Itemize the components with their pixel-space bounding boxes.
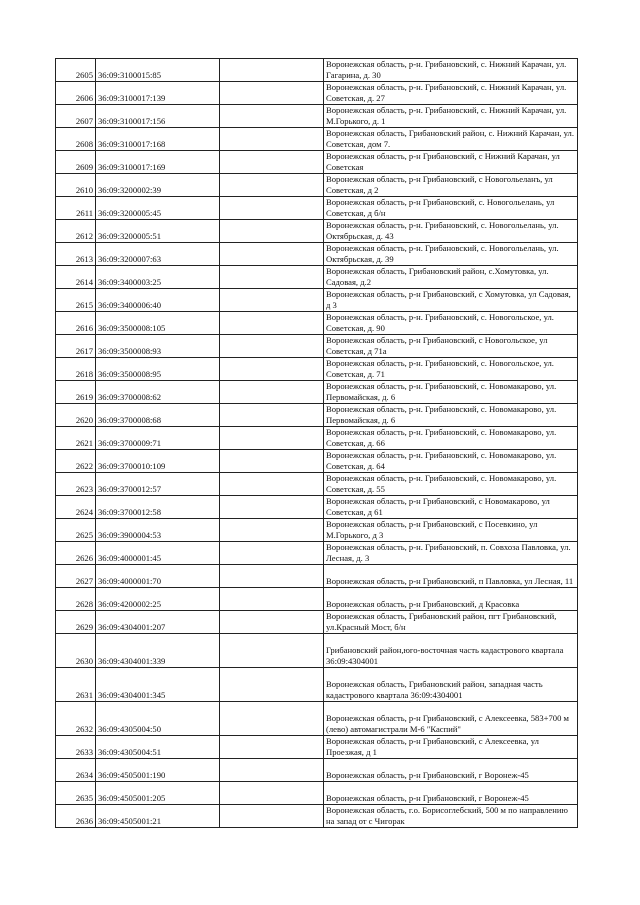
table-row	[56, 565, 578, 588]
empty-cell	[220, 358, 324, 381]
address-cell	[324, 782, 578, 805]
table-row	[56, 335, 578, 358]
address-text: Воронежская область, р-н Грибановский, с Алексеевка, ул Проезжая, д 1	[326, 736, 539, 757]
table-row	[56, 782, 578, 805]
row-number: 2630	[56, 634, 96, 668]
empty-cell	[220, 519, 324, 542]
property-registry-table	[55, 58, 578, 828]
address-text: Воронежская область, р-н. Грибановский, с. Новогольелань, ул. Октябрьская, д. 39	[326, 243, 559, 264]
address-cell	[324, 151, 578, 174]
row-number: 2618	[56, 358, 96, 381]
empty-cell	[220, 611, 324, 634]
address-text: Воронежская область, Грибановский район, западная часть кадастрового квартала 36:09:4304001	[326, 679, 543, 700]
table-row	[56, 519, 578, 542]
address-cell	[324, 805, 578, 828]
row-number: 2614	[56, 266, 96, 289]
address-cell	[324, 611, 578, 634]
table-row	[56, 312, 578, 335]
registry-table-body	[56, 59, 578, 828]
empty-cell	[220, 220, 324, 243]
cadastral-number: 36:09:3700012:57	[96, 473, 220, 496]
address-cell	[324, 174, 578, 197]
address-cell	[324, 289, 578, 312]
cadastral-number: 36:09:4505001:190	[96, 759, 220, 782]
address-text: Воронежская область, р-н Грибановский, с Хомутовка, ул Садовая, д 3	[326, 289, 571, 310]
cadastral-number: 36:09:4304001:207	[96, 611, 220, 634]
address-text: Воронежская область, Грибановский район, с.Хомутовка, ул. Садовая, д.2	[326, 266, 549, 287]
row-number: 2629	[56, 611, 96, 634]
address-text: Воронежская область, р-н. Грибановский, с. Новомакарово, ул. Первомайская, д. 6	[326, 381, 557, 402]
address-cell	[324, 736, 578, 759]
address-cell	[324, 404, 578, 427]
row-number: 2608	[56, 128, 96, 151]
address-cell	[324, 542, 578, 565]
row-number: 2606	[56, 82, 96, 105]
table-row	[56, 427, 578, 450]
row-number: 2612	[56, 220, 96, 243]
empty-cell	[220, 450, 324, 473]
cadastral-number: 36:09:4505001:21	[96, 805, 220, 828]
row-number: 2620	[56, 404, 96, 427]
cadastral-number: 36:09:3900004:53	[96, 519, 220, 542]
registry-page	[55, 58, 577, 828]
empty-cell	[220, 128, 324, 151]
table-row	[56, 82, 578, 105]
cadastral-number: 36:09:4000001:45	[96, 542, 220, 565]
address-text: Воронежская область, р-н Грибановский, г Воронеж-45	[326, 770, 529, 780]
row-number: 2636	[56, 805, 96, 828]
address-cell	[324, 759, 578, 782]
address-cell	[324, 197, 578, 220]
cadastral-number: 36:09:4200002:25	[96, 588, 220, 611]
cadastral-number: 36:09:3200005:45	[96, 197, 220, 220]
cadastral-number: 36:09:3700008:62	[96, 381, 220, 404]
table-row	[56, 358, 578, 381]
empty-cell	[220, 59, 324, 82]
table-row	[56, 450, 578, 473]
row-number: 2611	[56, 197, 96, 220]
table-row	[56, 668, 578, 702]
cadastral-number: 36:09:3200007:63	[96, 243, 220, 266]
cadastral-number: 36:09:4304001:345	[96, 668, 220, 702]
address-text: Воронежская область, Грибановский район, с. Нижний Карачан, ул. Советская, дом 7.	[326, 128, 574, 149]
address-cell	[324, 668, 578, 702]
cadastral-number: 36:09:4305004:51	[96, 736, 220, 759]
address-text: Воронежская область, р-н. Грибановский, с. Новогольское, ул. Советская, д. 90	[326, 312, 554, 333]
row-number: 2626	[56, 542, 96, 565]
table-row	[56, 542, 578, 565]
address-text: Воронежская область, р-н. Грибановский, с. Новомакарово, ул. Советская, д. 66	[326, 427, 557, 448]
cadastral-number: 36:09:3100017:168	[96, 128, 220, 151]
address-text: Воронежская область, р-н Грибановский, п Павловка, ул Лесная, 11	[326, 576, 574, 586]
row-number: 2623	[56, 473, 96, 496]
row-number: 2624	[56, 496, 96, 519]
address-text: Воронежская область, р-н Грибановский, г Воронеж-45	[326, 793, 529, 803]
address-text: Воронежская область, р-н Грибановский, с. Новогольелань, ул Советская, д б/н	[326, 197, 555, 218]
address-text: Воронежская область, р-н. Грибановский, с. Новогольское, ул. Советская, д. 71	[326, 358, 554, 379]
empty-cell	[220, 542, 324, 565]
row-number: 2627	[56, 565, 96, 588]
table-row	[56, 611, 578, 634]
table-row	[56, 289, 578, 312]
cadastral-number: 36:09:3500008:93	[96, 335, 220, 358]
cadastral-number: 36:09:4000001:70	[96, 565, 220, 588]
cadastral-number: 36:09:3700010:109	[96, 450, 220, 473]
row-number: 2613	[56, 243, 96, 266]
address-cell	[324, 565, 578, 588]
empty-cell	[220, 404, 324, 427]
address-text: Воронежская область, р-н Грибановский, с Посевкино, ул М.Горького, д 3	[326, 519, 538, 540]
cadastral-number: 36:09:3100017:169	[96, 151, 220, 174]
cadastral-number: 36:09:3400003:25	[96, 266, 220, 289]
table-row	[56, 404, 578, 427]
empty-cell	[220, 151, 324, 174]
empty-cell	[220, 82, 324, 105]
address-text: Воронежская область, Грибановский район, пгт Грибановский, ул.Красный Мост, б/н	[326, 611, 557, 632]
empty-cell	[220, 381, 324, 404]
address-text: Воронежская область, р-н Грибановский, с Новомакарово, ул Советская, д 61	[326, 496, 550, 517]
address-text: Воронежская область, р-н Грибановский, с Новогольеланъ, ул Советская, д 2	[326, 174, 553, 195]
cadastral-number: 36:09:3700008:68	[96, 404, 220, 427]
row-number: 2619	[56, 381, 96, 404]
address-cell	[324, 634, 578, 668]
address-text: Воронежская область, р-н. Грибановский, с. Новогольелань, ул. Октябрьская, д. 43	[326, 220, 559, 241]
address-cell	[324, 358, 578, 381]
address-text: Воронежская область, р-н Грибановский, д Красовка	[326, 599, 520, 609]
cadastral-number: 36:09:3200002:39	[96, 174, 220, 197]
address-cell	[324, 266, 578, 289]
cadastral-number: 36:09:3500008:105	[96, 312, 220, 335]
cadastral-number: 36:09:3200005:51	[96, 220, 220, 243]
address-cell	[324, 312, 578, 335]
empty-cell	[220, 312, 324, 335]
empty-cell	[220, 782, 324, 805]
empty-cell	[220, 427, 324, 450]
empty-cell	[220, 668, 324, 702]
address-text: Воронежская область, р-н Грибановский, с Новогольское, ул Советская, д 71а	[326, 335, 548, 356]
empty-cell	[220, 335, 324, 358]
address-text: Воронежская область, р-н. Грибановский, с. Новомакарово, ул. Советская, д. 64	[326, 450, 557, 471]
address-cell	[324, 473, 578, 496]
empty-cell	[220, 243, 324, 266]
address-cell	[324, 220, 578, 243]
address-text: Воронежская область, р-н. Грибановский, с. Нижний Карачан, ул. Советская, д. 27	[326, 82, 567, 103]
empty-cell	[220, 473, 324, 496]
cadastral-number: 36:09:3400006:40	[96, 289, 220, 312]
row-number: 2633	[56, 736, 96, 759]
table-row	[56, 736, 578, 759]
address-text: Воронежская область, р-н. Грибановский, с. Новомакарово, ул. Советская, д. 55	[326, 473, 557, 494]
empty-cell	[220, 805, 324, 828]
row-number: 2615	[56, 289, 96, 312]
empty-cell	[220, 634, 324, 668]
table-row	[56, 151, 578, 174]
address-text: Воронежская область, р-н. Грибановский, с. Нижний Карачан, ул. Гагарина, д. 30	[326, 59, 567, 80]
address-cell	[324, 702, 578, 736]
address-text: Воронежская область, р-н. Грибановский, п. Совхоза Павловка, ул. Лесная, д. 3	[326, 542, 571, 563]
address-text: Воронежская область, р-н Грибановский, с Алексеевка, 583+700 м (лево) автомагистрали М-6 "Каспий"	[326, 713, 569, 734]
empty-cell	[220, 266, 324, 289]
empty-cell	[220, 105, 324, 128]
cadastral-number: 36:09:4305004:50	[96, 702, 220, 736]
row-number: 2617	[56, 335, 96, 358]
address-cell	[324, 59, 578, 82]
address-cell	[324, 519, 578, 542]
address-text: Грибановский район,юго-восточная часть кадастрового квартала 36:09:4304001	[326, 645, 564, 666]
row-number: 2621	[56, 427, 96, 450]
table-row	[56, 496, 578, 519]
row-number: 2616	[56, 312, 96, 335]
row-number: 2631	[56, 668, 96, 702]
cadastral-number: 36:09:3700012:58	[96, 496, 220, 519]
address-cell	[324, 588, 578, 611]
table-row	[56, 243, 578, 266]
table-row	[56, 174, 578, 197]
empty-cell	[220, 759, 324, 782]
empty-cell	[220, 736, 324, 759]
empty-cell	[220, 702, 324, 736]
row-number: 2632	[56, 702, 96, 736]
address-text: Воронежская область, р-н. Грибановский, с. Новомакарово, ул. Первомайская, д. 6	[326, 404, 557, 425]
empty-cell	[220, 496, 324, 519]
empty-cell	[220, 289, 324, 312]
row-number: 2609	[56, 151, 96, 174]
row-number: 2628	[56, 588, 96, 611]
address-cell	[324, 427, 578, 450]
empty-cell	[220, 197, 324, 220]
cadastral-number: 36:09:3100017:156	[96, 105, 220, 128]
table-row	[56, 220, 578, 243]
cadastral-number: 36:09:3500008:95	[96, 358, 220, 381]
address-cell	[324, 450, 578, 473]
table-row	[56, 759, 578, 782]
address-text: Воронежская область, р-н Грибановский, с Нижний Карачан, ул Советская	[326, 151, 560, 172]
cadastral-number: 36:09:3100017:139	[96, 82, 220, 105]
address-cell	[324, 381, 578, 404]
row-number: 2625	[56, 519, 96, 542]
cadastral-number: 36:09:3100015:85	[96, 59, 220, 82]
table-row	[56, 702, 578, 736]
table-row	[56, 197, 578, 220]
table-row	[56, 473, 578, 496]
row-number: 2605	[56, 59, 96, 82]
address-text: Воронежская область, г.о. Борисоглебский, 500 м по направлению на запад от с Чигорак	[326, 805, 568, 826]
address-cell	[324, 243, 578, 266]
address-cell	[324, 128, 578, 151]
address-cell	[324, 496, 578, 519]
table-row	[56, 634, 578, 668]
row-number: 2634	[56, 759, 96, 782]
empty-cell	[220, 174, 324, 197]
table-row	[56, 805, 578, 828]
row-number: 2610	[56, 174, 96, 197]
table-row	[56, 381, 578, 404]
row-number: 2622	[56, 450, 96, 473]
address-cell	[324, 105, 578, 128]
empty-cell	[220, 565, 324, 588]
empty-cell	[220, 588, 324, 611]
table-row	[56, 59, 578, 82]
address-cell	[324, 335, 578, 358]
address-cell	[324, 82, 578, 105]
row-number: 2607	[56, 105, 96, 128]
row-number: 2635	[56, 782, 96, 805]
table-row	[56, 128, 578, 151]
table-row	[56, 588, 578, 611]
address-text: Воронежская область, р-н. Грибановский, с. Нижний Карачан, ул. М.Горького, д. 1	[326, 105, 567, 126]
cadastral-number: 36:09:4304001:339	[96, 634, 220, 668]
cadastral-number: 36:09:4505001:205	[96, 782, 220, 805]
table-row	[56, 105, 578, 128]
cadastral-number: 36:09:3700009:71	[96, 427, 220, 450]
table-row	[56, 266, 578, 289]
